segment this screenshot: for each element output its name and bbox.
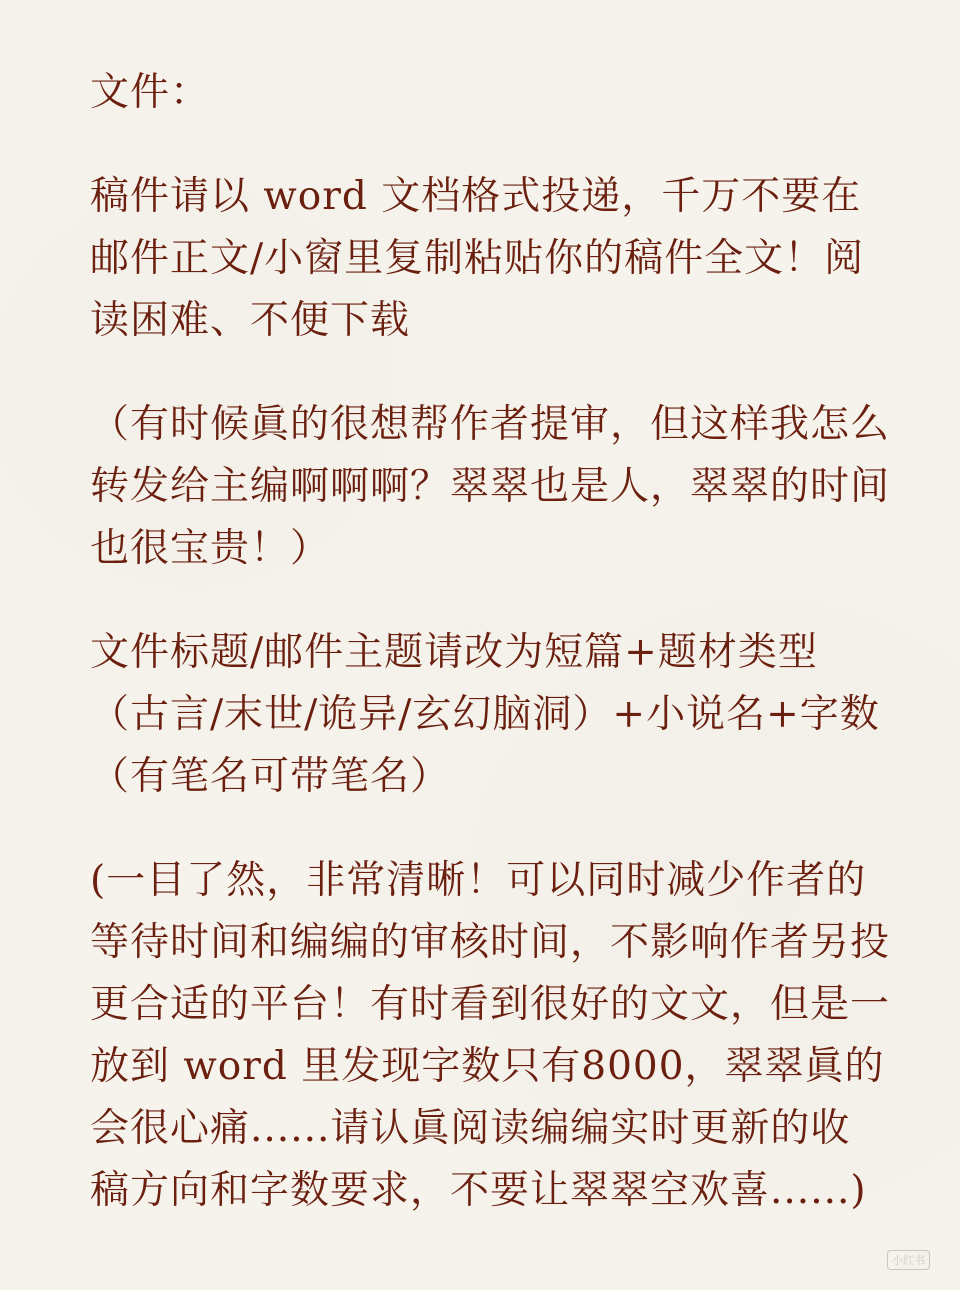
document-body: [90, 62, 890, 1222]
watermark: [887, 1250, 936, 1270]
paragraph-title-note: (一目了然，非常清晰！可以同时减少作者的等待时间和编编的审核时间，不影响作者另投更合适的平台！有时看到很好的文文，但是一放到 word 里发现字数只有8000，翠翠眞的会很心痛......请认眞阅读编编实时更新的收稿方向和字数要求，不要让翠翠空欢喜......): [90, 858, 891, 1213]
watermark-logo: 小红书: [887, 1250, 930, 1270]
section-heading: 文件：: [90, 70, 211, 115]
paragraph-format-note: （有时候眞的很想帮作者提审，但这样我怎么转发给主编啊啊啊？翠翠也是人，翠翠的时间也很宝贵！）: [90, 402, 891, 571]
paragraph-title-rule: 文件标题/邮件主题请改为短篇+题材类型（古言/末世/诡异/玄幻脑洞）+小说名+字数（有笔名可带笔名）: [90, 630, 880, 799]
paragraph-format-rule: 稿件请以 word 文档格式投递，千万不要在邮件正文/小窗里复制粘贴你的稿件全文！阅读困难、不便下载: [90, 174, 865, 343]
